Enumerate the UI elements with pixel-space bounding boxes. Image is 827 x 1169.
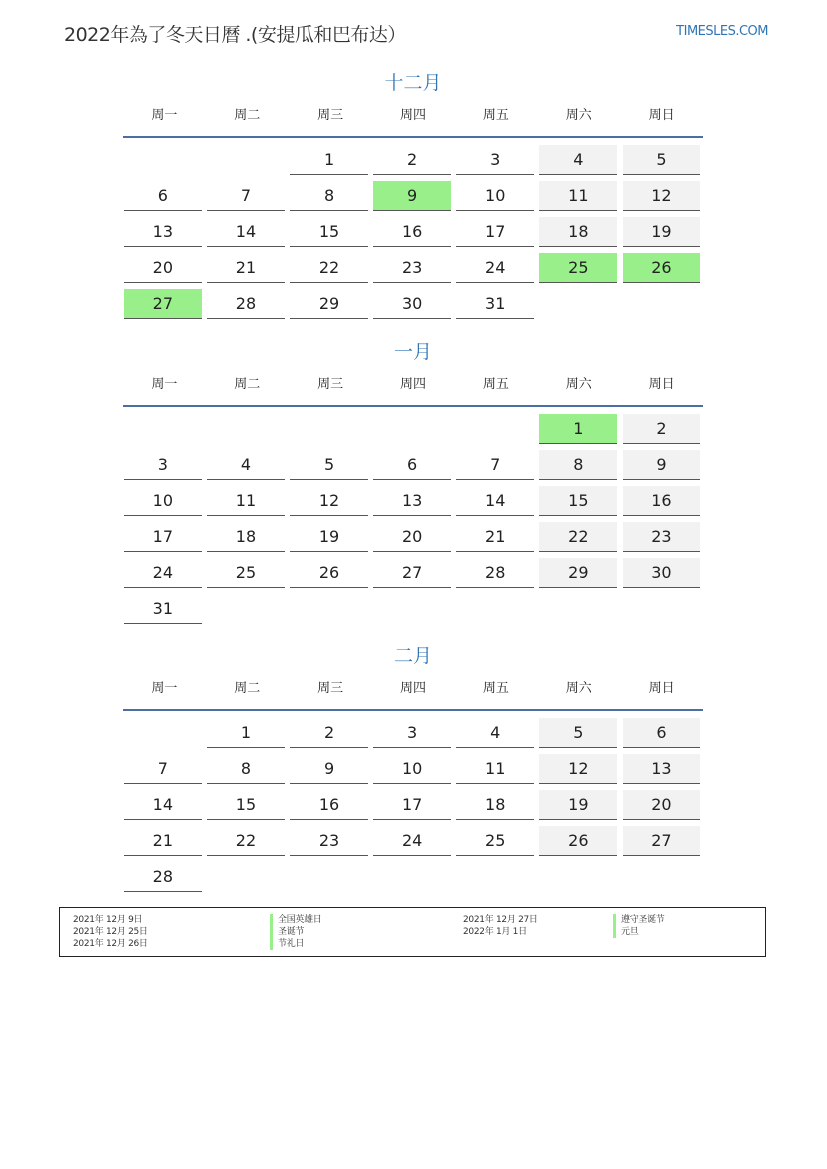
- day-cell[interactable]: 21: [207, 253, 285, 283]
- weekday-label: 周三: [317, 681, 344, 696]
- day-cell[interactable]: 11: [456, 754, 534, 784]
- weekday-label: 周四: [400, 681, 427, 696]
- week-row: [123, 859, 703, 895]
- week-row: [123, 447, 703, 483]
- empty-day-cell: [456, 594, 534, 624]
- day-cell[interactable]: 12: [290, 486, 368, 516]
- empty-day-cell: [373, 414, 451, 444]
- weekday-label: 周日: [648, 681, 675, 696]
- day-cell[interactable]: 9: [623, 450, 701, 480]
- day-cell[interactable]: 11: [207, 486, 285, 516]
- day-cell[interactable]: 17: [373, 790, 451, 820]
- day-cell[interactable]: 6: [623, 718, 701, 748]
- day-cell[interactable]: 17: [456, 217, 534, 247]
- weekday-label: 周五: [482, 108, 509, 123]
- day-cell[interactable]: 2: [290, 718, 368, 748]
- weekday-label: 周二: [234, 108, 261, 123]
- day-cell[interactable]: 20: [623, 790, 701, 820]
- day-cell[interactable]: 24: [124, 558, 202, 588]
- month-january: [123, 339, 703, 627]
- weekday-label: 周五: [482, 681, 509, 696]
- day-cell[interactable]: 20: [373, 522, 451, 552]
- empty-day-cell: [623, 594, 701, 624]
- day-cell[interactable]: 18: [207, 522, 285, 552]
- empty-day-cell: [290, 594, 368, 624]
- day-cell[interactable]: 6: [124, 181, 202, 211]
- legend-holiday-date: 2022年 1月 1日: [463, 927, 527, 937]
- day-cell[interactable]: 1: [207, 718, 285, 748]
- day-cell[interactable]: 30: [373, 289, 451, 319]
- weekday-label: 周四: [400, 377, 427, 392]
- week-row: [123, 483, 703, 519]
- day-cell[interactable]: 24: [456, 253, 534, 283]
- day-cell[interactable]: 18: [456, 790, 534, 820]
- holiday-legend: [59, 907, 766, 957]
- empty-day-cell: [124, 414, 202, 444]
- legend-names-left: [270, 914, 322, 950]
- month-title: 一月: [393, 341, 432, 363]
- day-cell[interactable]: 28: [124, 862, 202, 892]
- legend-dates-right: [463, 914, 538, 938]
- day-cell[interactable]: 10: [456, 181, 534, 211]
- day-cell[interactable]: 25: [207, 558, 285, 588]
- day-cell[interactable]: 19: [623, 217, 701, 247]
- day-cell[interactable]: 14: [207, 217, 285, 247]
- day-cell[interactable]: 29: [539, 558, 617, 588]
- holiday-day-cell[interactable]: 27: [124, 289, 202, 319]
- day-cell[interactable]: 28: [456, 558, 534, 588]
- day-cell[interactable]: 2: [623, 414, 701, 444]
- day-cell[interactable]: 9: [290, 754, 368, 784]
- day-cell[interactable]: 6: [373, 450, 451, 480]
- weekday-label: 周六: [565, 681, 592, 696]
- day-cell[interactable]: 25: [456, 826, 534, 856]
- day-cell[interactable]: 10: [124, 486, 202, 516]
- weekday-label: 周六: [565, 377, 592, 392]
- empty-day-cell: [207, 594, 285, 624]
- empty-day-cell: [207, 862, 285, 892]
- day-cell[interactable]: 7: [124, 754, 202, 784]
- week-row: [123, 555, 703, 591]
- legend-holiday-date: 2021年 12月 9日: [73, 915, 143, 925]
- week-row: [123, 178, 703, 214]
- day-cell[interactable]: 27: [373, 558, 451, 588]
- day-cell[interactable]: 29: [290, 289, 368, 319]
- day-cell[interactable]: 8: [290, 181, 368, 211]
- day-cell[interactable]: 3: [124, 450, 202, 480]
- legend-holiday-name: 圣诞节: [270, 926, 322, 938]
- holiday-day-cell[interactable]: 9: [373, 181, 451, 211]
- weekday-label: 周二: [234, 681, 261, 696]
- day-cell[interactable]: 19: [539, 790, 617, 820]
- day-cell[interactable]: 5: [290, 450, 368, 480]
- month-title: 二月: [393, 645, 432, 667]
- day-cell[interactable]: 27: [623, 826, 701, 856]
- weekday-label: 周一: [151, 681, 178, 696]
- day-grid: [123, 715, 703, 895]
- day-cell[interactable]: 24: [373, 826, 451, 856]
- day-cell[interactable]: 22: [290, 253, 368, 283]
- week-row: [123, 214, 703, 250]
- day-cell[interactable]: 16: [373, 217, 451, 247]
- empty-day-cell: [373, 862, 451, 892]
- weekday-label: 周四: [400, 108, 427, 123]
- day-cell[interactable]: 8: [207, 754, 285, 784]
- day-cell[interactable]: 16: [623, 486, 701, 516]
- empty-day-cell: [539, 862, 617, 892]
- month-february: [123, 643, 703, 895]
- holiday-day-cell[interactable]: 1: [539, 414, 617, 444]
- empty-day-cell: [124, 145, 202, 175]
- day-cell[interactable]: 13: [623, 754, 701, 784]
- holiday-day-cell[interactable]: 25: [539, 253, 617, 283]
- day-cell[interactable]: 31: [456, 289, 534, 319]
- weekday-label: 周六: [565, 108, 592, 123]
- legend-names-right: [613, 914, 665, 938]
- week-row: [123, 787, 703, 823]
- day-cell[interactable]: 18: [539, 217, 617, 247]
- legend-holiday-date: 2021年 12月 25日: [73, 927, 148, 937]
- day-cell[interactable]: 4: [539, 145, 617, 175]
- day-cell[interactable]: 8: [539, 450, 617, 480]
- empty-day-cell: [456, 414, 534, 444]
- empty-day-cell: [539, 594, 617, 624]
- empty-day-cell: [623, 289, 701, 319]
- day-cell[interactable]: 16: [290, 790, 368, 820]
- day-cell[interactable]: 26: [539, 826, 617, 856]
- day-cell[interactable]: 3: [373, 718, 451, 748]
- day-cell[interactable]: 15: [290, 217, 368, 247]
- day-cell[interactable]: 19: [290, 522, 368, 552]
- day-cell[interactable]: 23: [290, 826, 368, 856]
- week-row: [123, 823, 703, 859]
- week-row: [123, 751, 703, 787]
- day-cell[interactable]: 15: [207, 790, 285, 820]
- day-cell[interactable]: 26: [290, 558, 368, 588]
- legend-dates-left: [73, 914, 148, 950]
- weekday-label: 周日: [648, 108, 675, 123]
- day-cell[interactable]: 7: [207, 181, 285, 211]
- day-cell[interactable]: 13: [373, 486, 451, 516]
- day-cell[interactable]: 5: [623, 145, 701, 175]
- week-row: [123, 286, 703, 322]
- weekday-header: [123, 106, 703, 138]
- legend-holiday-date: 2021年 12月 26日: [73, 939, 148, 949]
- empty-day-cell: [623, 862, 701, 892]
- weekday-label: 周日: [648, 377, 675, 392]
- weekday-header: [123, 679, 703, 711]
- week-row: [123, 591, 703, 627]
- day-cell[interactable]: 5: [539, 718, 617, 748]
- empty-day-cell: [539, 289, 617, 319]
- week-row: [123, 250, 703, 286]
- day-cell[interactable]: 23: [623, 522, 701, 552]
- day-cell[interactable]: 3: [456, 145, 534, 175]
- day-cell[interactable]: 10: [373, 754, 451, 784]
- page-title: 2022年為了冬天日曆 .(安提瓜和巴布达）: [64, 24, 406, 46]
- day-cell[interactable]: 12: [623, 181, 701, 211]
- week-row: [123, 519, 703, 555]
- empty-day-cell: [290, 414, 368, 444]
- legend-holiday-name: 遵守圣诞节: [613, 914, 665, 926]
- day-cell[interactable]: 31: [124, 594, 202, 624]
- day-cell[interactable]: 4: [456, 718, 534, 748]
- empty-day-cell: [290, 862, 368, 892]
- day-cell[interactable]: 15: [539, 486, 617, 516]
- day-cell[interactable]: 22: [207, 826, 285, 856]
- empty-day-cell: [456, 862, 534, 892]
- legend-holiday-name: 元旦: [613, 926, 665, 938]
- day-cell[interactable]: 21: [456, 522, 534, 552]
- week-row: [123, 142, 703, 178]
- day-cell[interactable]: 7: [456, 450, 534, 480]
- legend-holiday-date: 2021年 12月 27日: [463, 915, 538, 925]
- empty-day-cell: [207, 414, 285, 444]
- empty-day-cell: [207, 145, 285, 175]
- month-december: [123, 70, 703, 322]
- day-grid: [123, 142, 703, 322]
- weekday-header: [123, 375, 703, 407]
- weekday-label: 周二: [234, 377, 261, 392]
- weekday-label: 周五: [482, 377, 509, 392]
- day-cell[interactable]: 30: [623, 558, 701, 588]
- legend-holiday-name: 节礼日: [270, 938, 322, 950]
- weekday-label: 周三: [317, 377, 344, 392]
- week-row: [123, 715, 703, 751]
- day-cell[interactable]: 20: [124, 253, 202, 283]
- day-cell[interactable]: 13: [124, 217, 202, 247]
- weekday-label: 周三: [317, 108, 344, 123]
- day-cell[interactable]: 12: [539, 754, 617, 784]
- day-cell[interactable]: 11: [539, 181, 617, 211]
- day-cell[interactable]: 14: [456, 486, 534, 516]
- day-cell[interactable]: 1: [290, 145, 368, 175]
- week-row: [123, 411, 703, 447]
- weekday-label: 周一: [151, 108, 178, 123]
- weekday-label: 周一: [151, 377, 178, 392]
- empty-day-cell: [373, 594, 451, 624]
- day-grid: [123, 411, 703, 627]
- day-cell[interactable]: 28: [207, 289, 285, 319]
- holiday-day-cell[interactable]: 26: [623, 253, 701, 283]
- day-cell[interactable]: 4: [207, 450, 285, 480]
- legend-holiday-name: 全国英雄日: [270, 914, 322, 926]
- day-cell[interactable]: 17: [124, 522, 202, 552]
- empty-day-cell: [124, 718, 202, 748]
- month-title: 十二月: [384, 72, 442, 94]
- day-cell[interactable]: 2: [373, 145, 451, 175]
- day-cell[interactable]: 14: [124, 790, 202, 820]
- day-cell[interactable]: 23: [373, 253, 451, 283]
- day-cell[interactable]: 21: [124, 826, 202, 856]
- day-cell[interactable]: 22: [539, 522, 617, 552]
- site-link[interactable]: TIMESLES.COM: [676, 24, 768, 39]
